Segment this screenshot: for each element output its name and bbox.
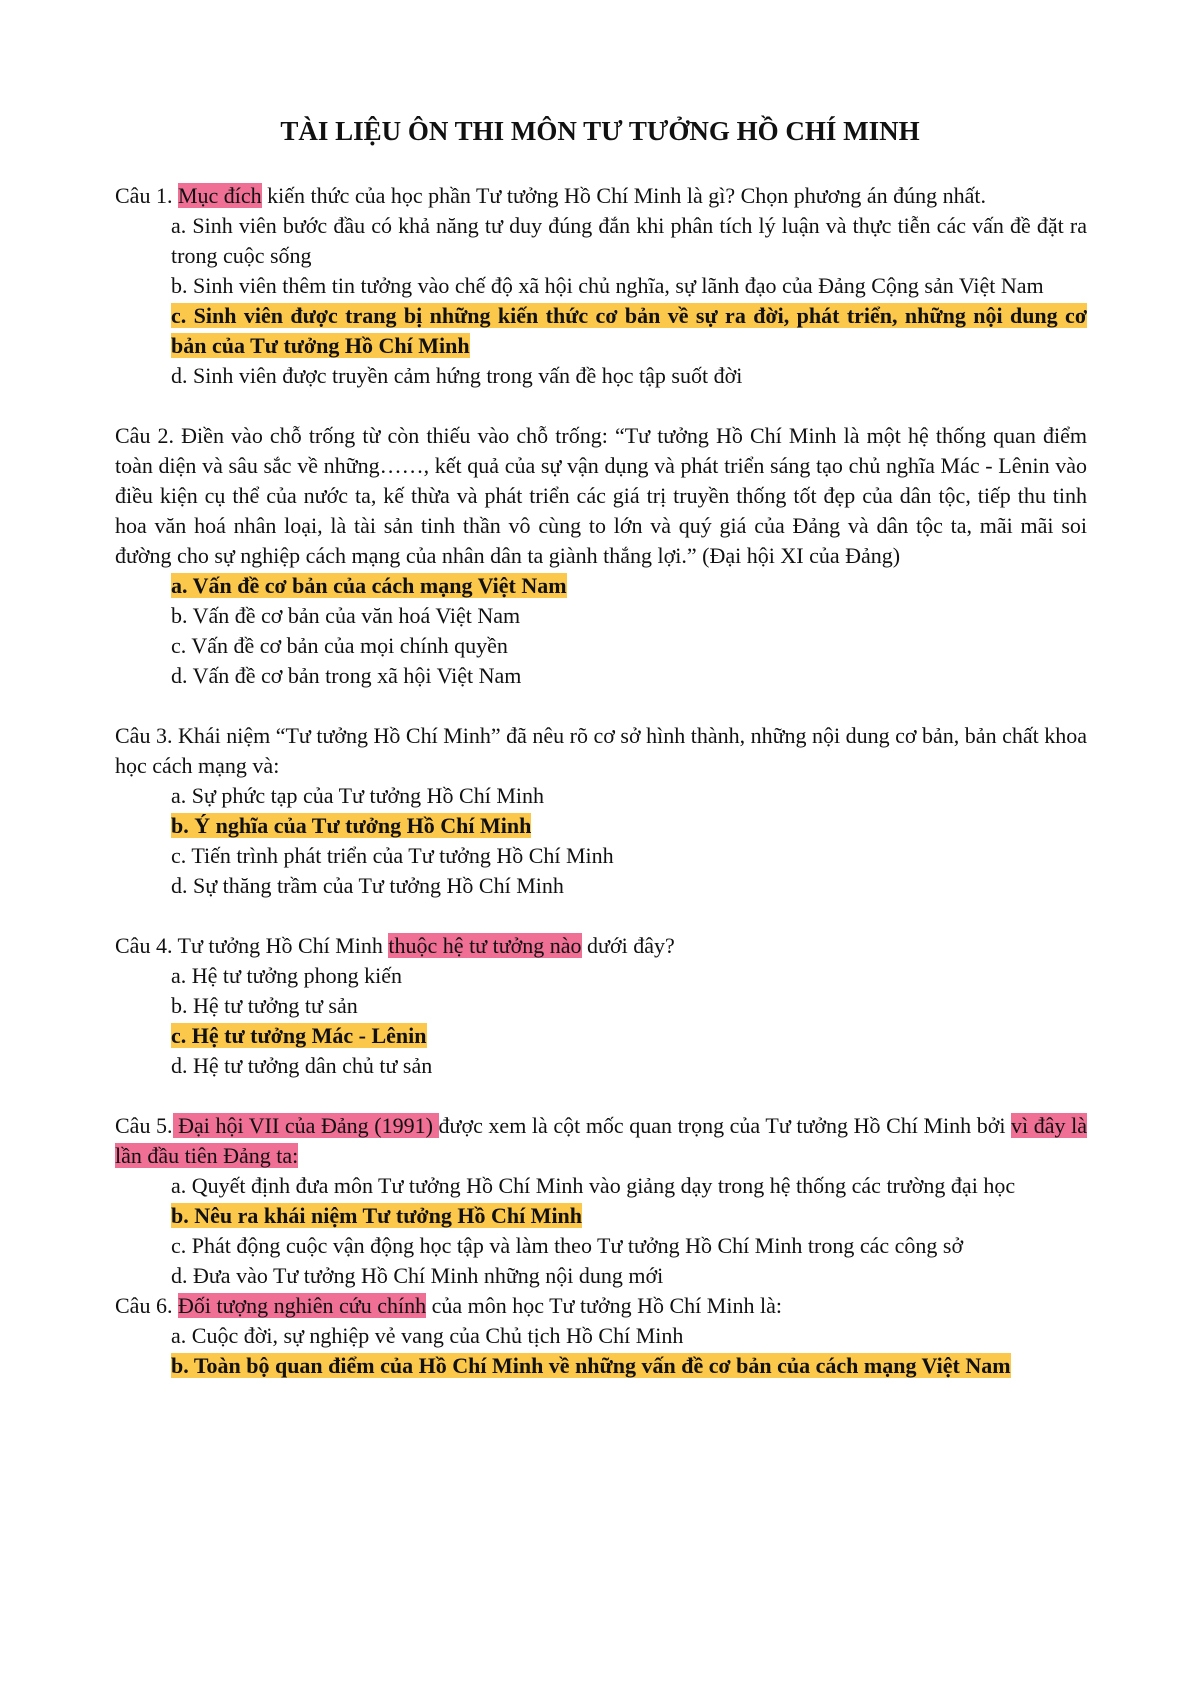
question-1-text: kiến thức của học phần Tư tưởng Hồ Chí Minh là gì? Chọn phương án đúng nhất. (261, 183, 987, 208)
question-4-text: dưới đây? (581, 933, 675, 958)
question-4-option-a: a. Hệ tư tưởng phong kiến (171, 963, 402, 988)
question-1-option-d: d. Sinh viên được truyền cảm hứng trong vấn đề học tập suốt đời (171, 363, 743, 388)
question-2-option-b: b. Vấn đề cơ bản của văn hoá Việt Nam (171, 603, 521, 628)
question-4-prefix: Câu 4. Tư tưởng Hồ Chí Minh (115, 933, 389, 958)
question-3: Câu 3. Khái niệm “Tư tưởng Hồ Chí Minh” đã nêu rõ cơ sở hình thành, những nội dung cơ bản, bản chất khoa học cách mạng và: (115, 723, 1087, 778)
question-3-option-c: c. Tiến trình phát triển của Tư tưởng Hồ Chí Minh (171, 843, 614, 868)
question-5-prefix: Câu 5. (115, 1113, 173, 1138)
question-6-highlight: Đối tượng nghiên cứu chính (177, 1293, 427, 1318)
spacer (115, 1081, 1087, 1111)
question-2-option-c: c. Vấn đề cơ bản của mọi chính quyền (171, 633, 508, 658)
question-5-option-b-answer (171, 1201, 1087, 1231)
question-3-option-b-answer (171, 811, 1087, 841)
spacer (115, 391, 1087, 421)
spacer (115, 691, 1087, 721)
question-3-option-a: a. Sự phức tạp của Tư tưởng Hồ Chí Minh (171, 783, 545, 808)
question-4-option-c-answer (171, 1021, 1087, 1051)
question-1-option-b: b. Sinh viên thêm tin tưởng vào chế độ xã hội chủ nghĩa, sự lãnh đạo của Đảng Cộng sản Việt Nam (171, 273, 1044, 298)
question-3-option-d: d. Sự thăng trầm của Tư tưởng Hồ Chí Minh (171, 873, 564, 898)
question-4-option-d: d. Hệ tư tưởng dân chủ tư sản (171, 1053, 433, 1078)
question-1-prefix: Câu 1. (115, 183, 178, 208)
question-2: Câu 2. Điền vào chỗ trống từ còn thiếu vào chỗ trống: “Tư tưởng Hồ Chí Minh là một hệ thống quan điểm toàn diện và sâu sắc về những……, kết quả của sự vận dụng và phát triển sáng tạo chủ nghĩa Mác - Lênin vào điều kiện cụ thể của nước ta, kế thừa và phát triển các giá trị truyền thống tốt đẹp của dân tộc, tiếp thu tinh hoa văn hoá nhân loại, là tài sản tinh thần vô cùng to lớn và quý giá của Đảng và dân tộc ta, mãi mãi soi đường cho sự nghiệp cách mạng của nhân dân ta giành thắng lợi.” (Đại hội XI của Đảng) (115, 423, 1087, 568)
question-2-option-a-answer (171, 571, 1087, 601)
document-body (115, 181, 1087, 1381)
question-6-text: của môn học Tư tưởng Hồ Chí Minh là: (426, 1293, 782, 1318)
question-1 (115, 181, 1087, 211)
answer-highlight: c. Hệ tư tưởng Mác - Lênin (171, 1023, 427, 1048)
question-4-highlight: thuộc hệ tư tưởng nào (388, 933, 582, 958)
question-6-option-a: a. Cuộc đời, sự nghiệp vẻ vang của Chủ tịch Hồ Chí Minh (171, 1323, 684, 1348)
question-4 (115, 931, 1087, 961)
question-5-option-d: d. Đưa vào Tư tưởng Hồ Chí Minh những nội dung mới (171, 1263, 664, 1288)
answer-highlight: a. Vấn đề cơ bản của cách mạng Việt Nam (171, 573, 567, 598)
answer-highlight: b. Ý nghĩa của Tư tưởng Hồ Chí Minh (171, 813, 532, 838)
question-6-option-b-answer (171, 1351, 1087, 1381)
question-1-highlight: Mục đích (177, 183, 262, 208)
question-1-option-a: a. Sinh viên bước đầu có khả năng tư duy đúng đắn khi phân tích lý luận và thực tiễn các vấn đề đặt ra trong cuộc sống (171, 213, 1087, 268)
question-5-highlight-2: vì đây là lần đầu tiên Đảng ta: (115, 1113, 1087, 1168)
answer-highlight: c. Sinh viên được trang bị những kiến thức cơ bản về sự ra đời, phát triển, những nội dung cơ bản của Tư tưởng Hồ Chí Minh (171, 303, 1087, 358)
question-6-prefix: Câu 6. (115, 1293, 178, 1318)
question-4-option-b: b. Hệ tư tưởng tư sản (171, 993, 358, 1018)
question-5-text: được xem là cột mốc quan trọng của Tư tưởng Hồ Chí Minh bởi (438, 1113, 1012, 1138)
question-6 (115, 1291, 1087, 1321)
answer-highlight: b. Toàn bộ quan điểm của Hồ Chí Minh về những vấn đề cơ bản của cách mạng Việt Nam (171, 1353, 1011, 1378)
question-5-highlight-1: Đại hội VII của Đảng (1991) (172, 1113, 439, 1138)
answer-highlight: b. Nêu ra khái niệm Tư tưởng Hồ Chí Minh (171, 1203, 583, 1228)
question-5-option-a: a. Quyết định đưa môn Tư tưởng Hồ Chí Minh vào giảng dạy trong hệ thống các trường đại học (171, 1173, 1016, 1198)
question-1-option-c-answer (171, 301, 1087, 361)
spacer (115, 901, 1087, 931)
document-title: TÀI LIỆU ÔN THI MÔN TƯ TƯỞNG HỒ CHÍ MINH (280, 116, 920, 146)
question-5 (115, 1111, 1087, 1171)
question-2-option-d: d. Vấn đề cơ bản trong xã hội Việt Nam (171, 663, 522, 688)
question-5-option-c: c. Phát động cuộc vận động học tập và làm theo Tư tưởng Hồ Chí Minh trong các công sở (171, 1233, 964, 1258)
